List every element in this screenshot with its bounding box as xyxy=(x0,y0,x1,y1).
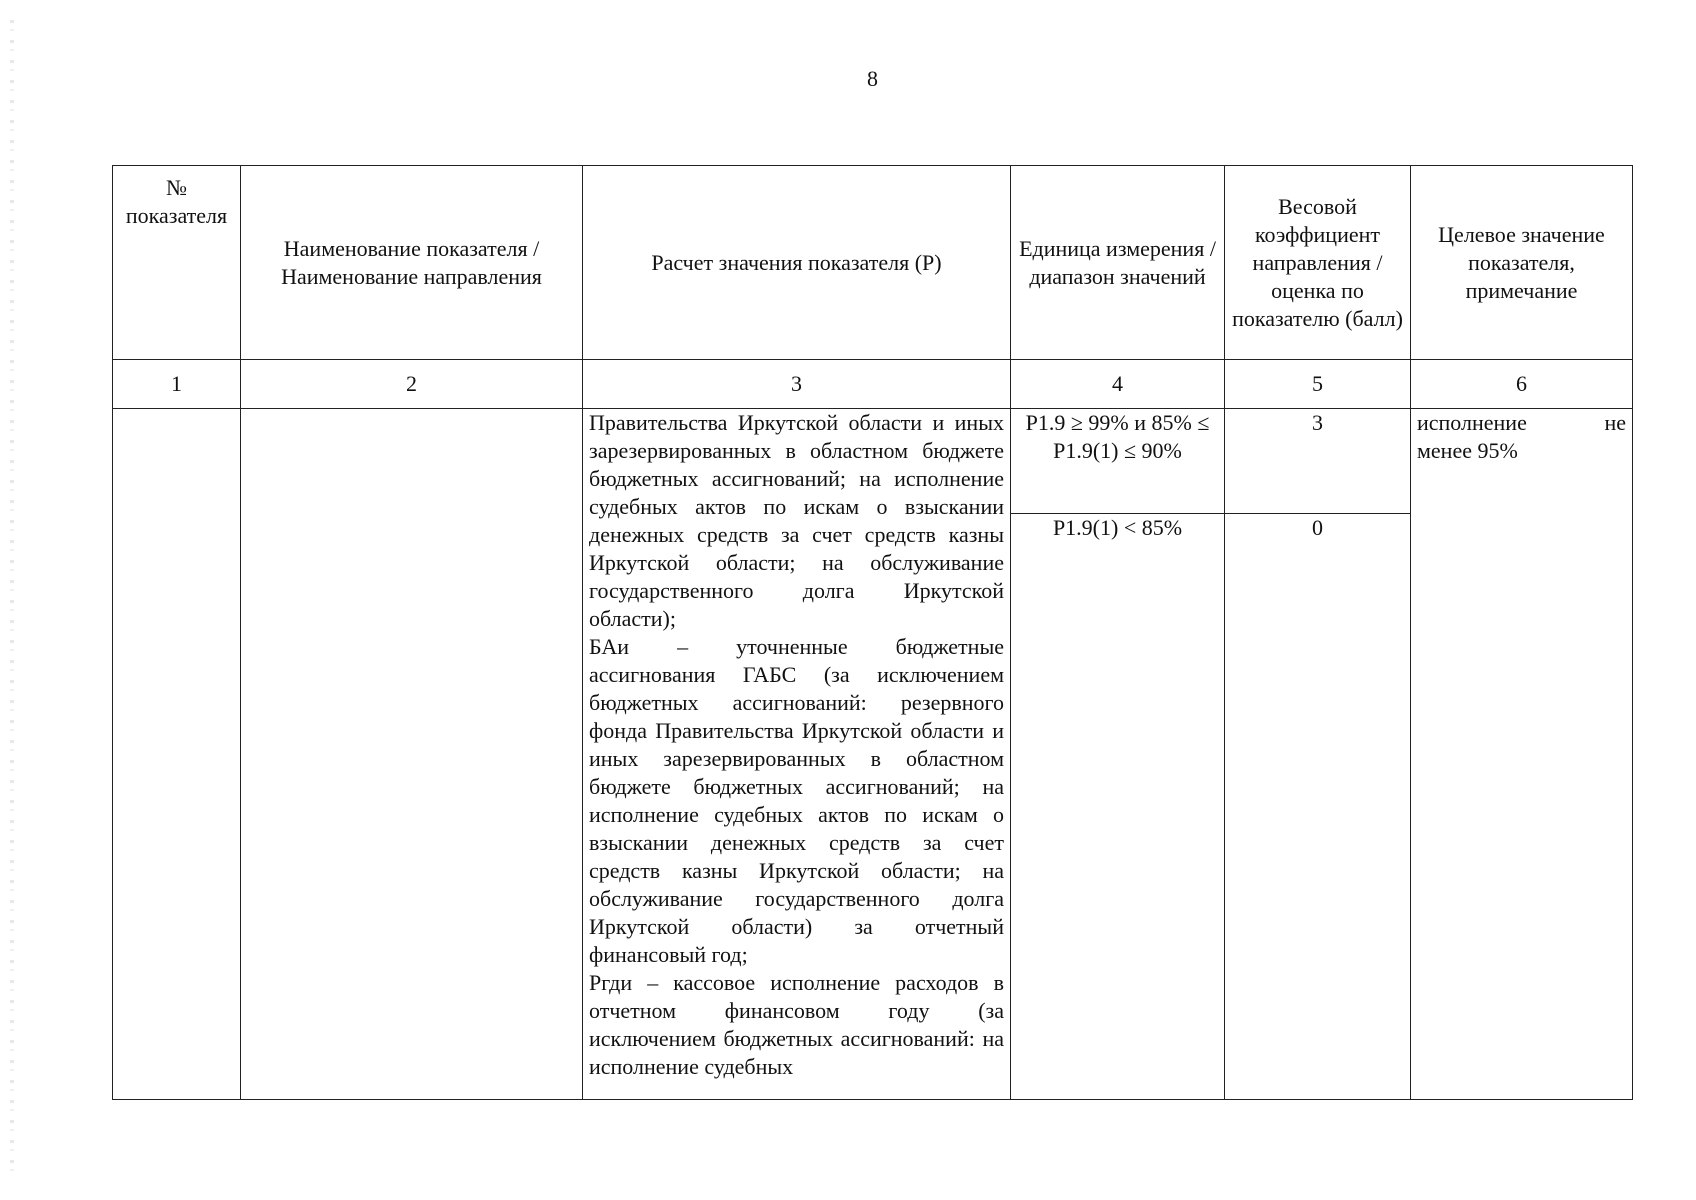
column-number-5: 5 xyxy=(1225,360,1411,409)
target-line-1: исполнение не xyxy=(1417,410,1626,435)
cell-score-1: 3 xyxy=(1225,409,1411,514)
header-target-value: Целевое значение показателя, примечание xyxy=(1411,166,1633,360)
calc-paragraph: Правительства Иркутской области и иных зарезервированных в областном бюджете бюджетных ассигнований; на исполнение судебных актов по искам о взыскании денежных средств за счет средств казны Иркутской области; на обслуживание государственного долга Иркутской области); xyxy=(589,410,1004,631)
column-number-4: 4 xyxy=(1011,360,1225,409)
cell-indicator-name xyxy=(241,409,583,1100)
target-line-2: менее 95% xyxy=(1417,438,1518,463)
cell-range-1: P1.9 ≥ 99% и 85% ≤ P1.9(1) ≤ 90% xyxy=(1011,409,1225,514)
cell-range-2: P1.9(1) < 85% xyxy=(1011,514,1225,1100)
scan-edge-noise xyxy=(10,20,14,1180)
column-number-3: 3 xyxy=(583,360,1011,409)
header-weight-score: Весовой коэффициент направления / оценка по показателю (балл) xyxy=(1225,166,1411,360)
page-number: 8 xyxy=(867,66,878,91)
cell-indicator-number xyxy=(113,409,241,1100)
cell-score-2: 0 xyxy=(1225,514,1411,1100)
header-calculation: Расчет значения показателя (Р) xyxy=(583,166,1011,360)
calc-paragraph: БАи – уточненные бюджетные ассигнования ГАБС (за исключением бюджетных ассигнований: резервного фонда Правительства Иркутской области и иных зарезервированных в областном бюджете бюджетных ассигнований; на исполнение судебных актов по искам о взыскании денежных средств за счет средств казны Иркутской области; на обслуживание государственного долга Иркутской области) за отчетный финансовый год; xyxy=(589,634,1004,967)
header-indicator-number: № показателя xyxy=(113,166,241,360)
column-numbers-row xyxy=(113,360,1633,409)
cell-calculation xyxy=(583,409,1011,1100)
calc-paragraph: Ргди – кассовое исполнение расходов в отчетном финансовом году (за исключением бюджетных ассигнований: на исполнение судебных xyxy=(589,970,1004,1079)
table-header-row xyxy=(113,166,1633,360)
indicator-table xyxy=(112,165,1633,1100)
column-number-1: 1 xyxy=(113,360,241,409)
column-number-6: 6 xyxy=(1411,360,1633,409)
cell-target-value xyxy=(1411,409,1633,1100)
column-number-2: 2 xyxy=(241,360,583,409)
table-row xyxy=(113,409,1633,514)
header-unit-range: Единица измерения / диапазон значений xyxy=(1011,166,1225,360)
header-indicator-name: Наименование показателя / Наименование направления xyxy=(241,166,583,360)
